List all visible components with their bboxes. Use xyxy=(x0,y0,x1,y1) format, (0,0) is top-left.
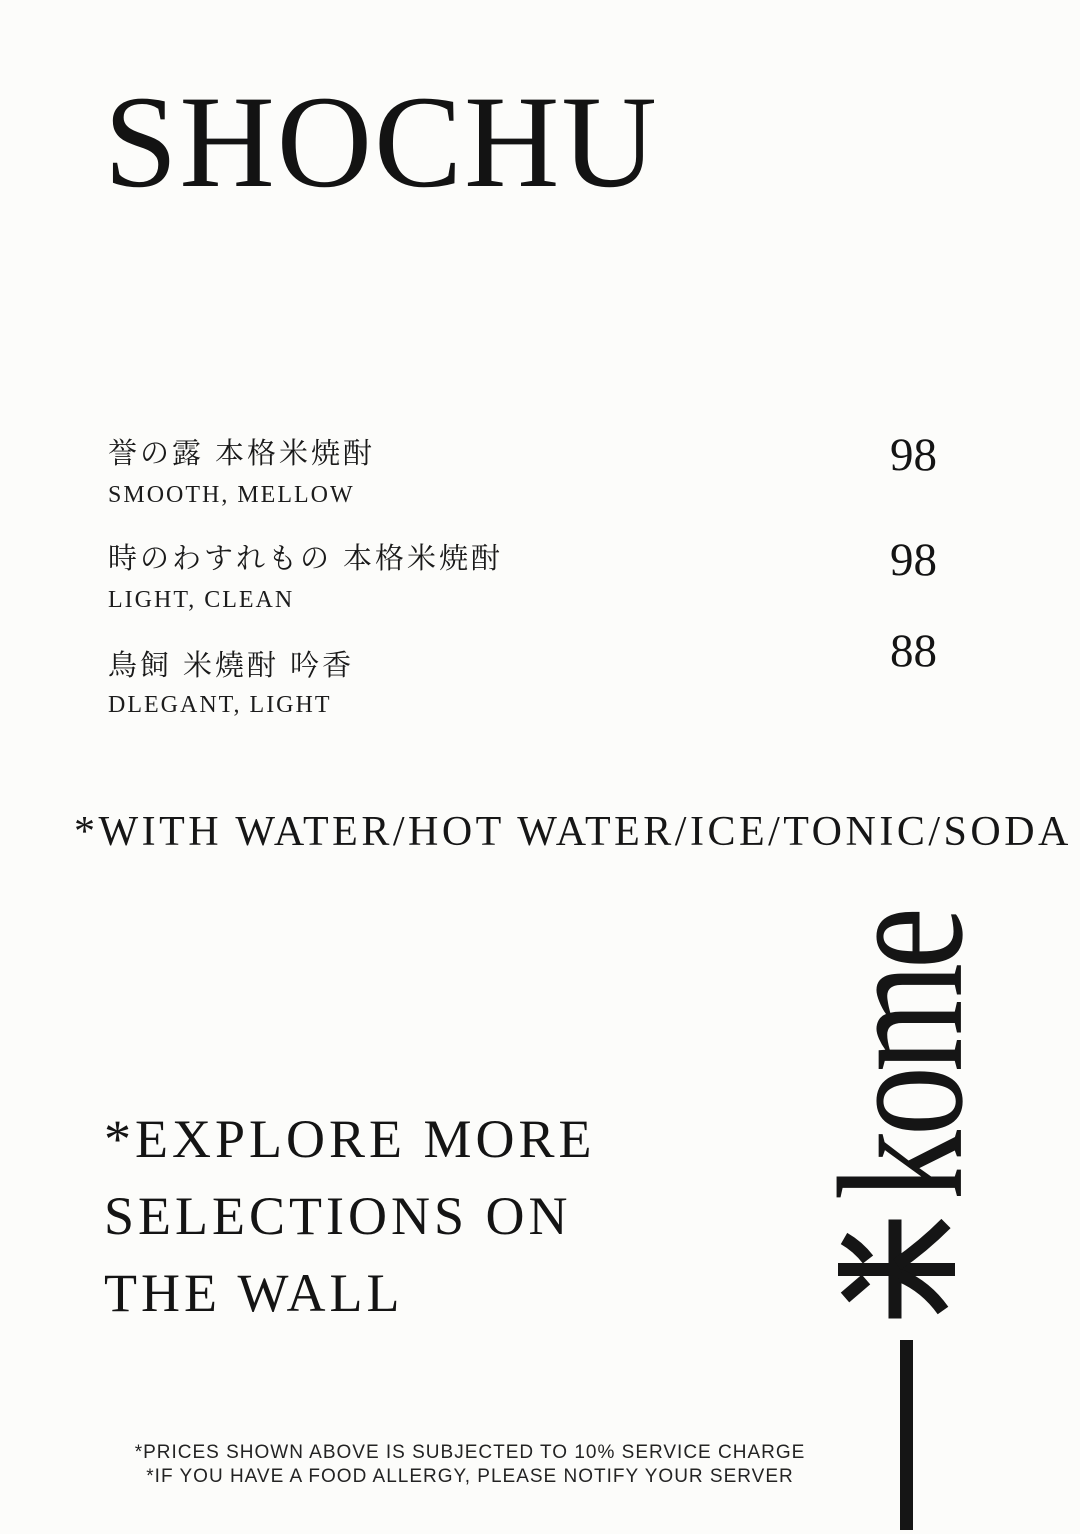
promo-line: THE WALL xyxy=(104,1263,404,1323)
item-name-japanese: 鳥飼 米燒酎 吟香 xyxy=(108,650,355,682)
footer-service-charge-note: *PRICES SHOWN ABOVE IS SUBJECTED TO 10% SERVICE CHARGE xyxy=(134,1442,806,1463)
item-name-japanese: 誉の露 本格米焼酎 xyxy=(108,438,376,470)
serving-note: *WITH WATER/HOT WATER/ICE/TONIC/SODA xyxy=(74,809,1072,855)
menu-item xyxy=(108,625,937,718)
brand-latin-text: kome xyxy=(802,912,1001,1200)
menu-item xyxy=(108,534,937,613)
promo-line: SELECTIONS ON xyxy=(104,1186,572,1246)
page-title: SHOCHU xyxy=(104,68,659,215)
item-description: DLEGANT, LIGHT xyxy=(108,692,332,718)
footer-allergy-note: *IF YOU HAVE A FOOD ALLERGY, PLEASE NOTIFY YOUR SERVER xyxy=(146,1466,794,1487)
item-price: 98 xyxy=(890,534,937,586)
footer-notes xyxy=(40,1441,900,1489)
brand-dash xyxy=(900,1340,913,1530)
item-price: 88 xyxy=(890,625,937,677)
brand-vertical-mark xyxy=(802,910,1001,1530)
brand-rotated-row xyxy=(802,910,1001,1530)
kome-kanji-icon xyxy=(833,1215,957,1323)
promo-note xyxy=(104,1101,596,1332)
promo-line: *EXPLORE MORE xyxy=(104,1109,596,1169)
item-name-japanese: 時のわすれもの 本格米焼酎 xyxy=(108,543,504,575)
item-description: SMOOTH, MELLOW xyxy=(108,482,355,508)
item-price: 98 xyxy=(890,429,937,481)
item-description: LIGHT, CLEAN xyxy=(108,587,295,613)
menu-item xyxy=(108,429,937,508)
